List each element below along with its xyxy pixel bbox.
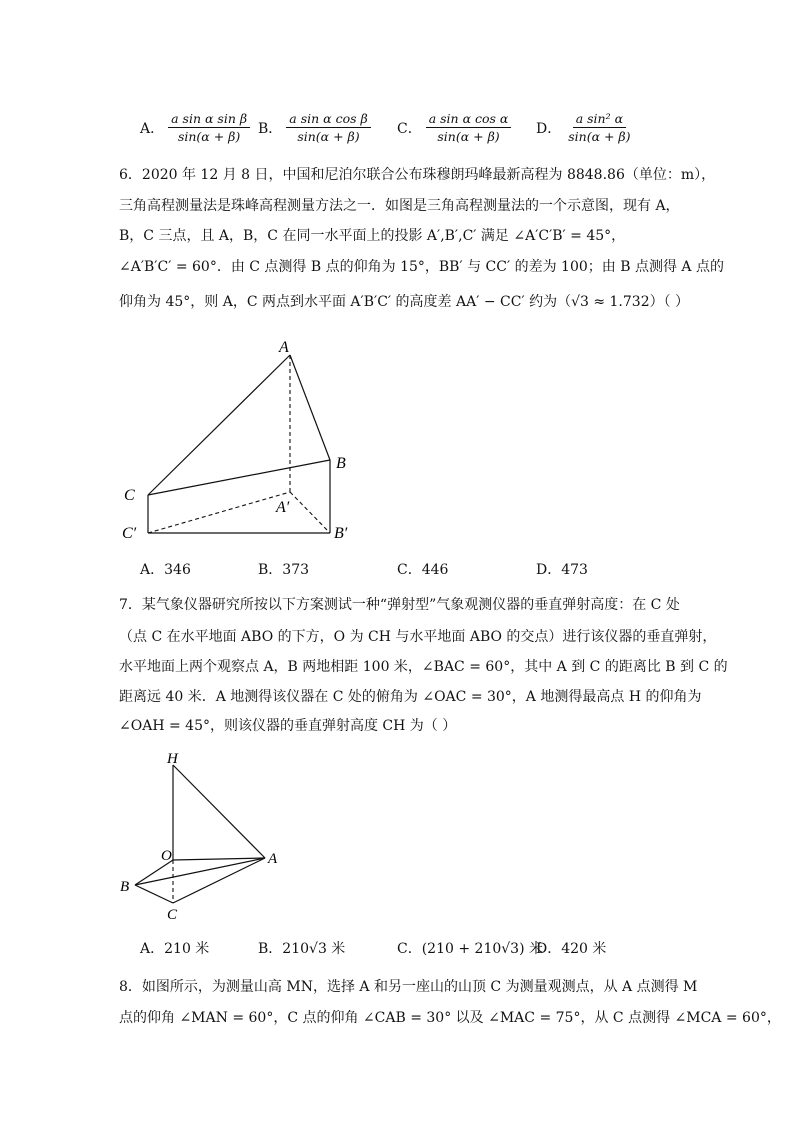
- q6-label-bprime: B′: [334, 525, 348, 542]
- q6-option-b-label: B．: [258, 562, 283, 578]
- q6-option-d-label: D．: [536, 562, 562, 578]
- q7-figure: [110, 745, 300, 930]
- q6-option-c-value: 446: [421, 562, 449, 578]
- q5-option-c-label: C．: [397, 120, 422, 137]
- q7-option-c[interactable]: [397, 939, 543, 959]
- q7-line-1: 7．某气象仪器研究所按以下方案测试一种“弹射型”气象观测仪器的垂直弹射高度：在 C 处: [119, 597, 680, 613]
- q7-option-b[interactable]: [258, 939, 345, 959]
- q5-option-b[interactable]: [258, 111, 371, 144]
- q6-option-d[interactable]: [536, 560, 588, 580]
- q7-option-b-label: B．: [258, 941, 283, 957]
- q7-option-d-label: D．: [536, 941, 562, 957]
- q7-edge-b-c: [135, 885, 173, 903]
- q5-option-a-label: A．: [140, 120, 165, 137]
- q6-edge-aprime-bprime: [290, 492, 330, 533]
- q6-label-a: A: [279, 339, 289, 356]
- q6-label-aprime: A′: [276, 499, 290, 516]
- q5-option-c-numerator: a sin α cos α: [426, 111, 512, 128]
- q7-option-a-label: A．: [140, 941, 165, 957]
- q6-option-a-value: 346: [164, 562, 191, 578]
- q7-line-3: 水平地面上两个观察点 A，B 两地相距 100 米，∠BAC = 60°，其中 A 到 C 的距离比 B 到 C 的: [119, 659, 728, 675]
- q7-label-c: C: [167, 907, 178, 923]
- q5-option-d-fraction: [565, 111, 633, 144]
- q6-option-d-value: 473: [561, 562, 588, 578]
- q5-option-a-denominator: sin(α + β): [177, 129, 241, 144]
- q5-option-b-denominator: sin(α + β): [297, 129, 360, 144]
- q7-edge-c-a: [173, 858, 265, 903]
- q8-line-2: 点的仰角 ∠MAN = 60°，C 点的仰角 ∠CAB = 30° 以及 ∠MAC = 75°，从 C 点测得 ∠MCA = 60°，: [119, 1010, 781, 1026]
- q6-option-b[interactable]: [258, 560, 309, 580]
- q6-edge-a-c: [148, 355, 290, 495]
- q6-option-b-value: 373: [282, 562, 310, 578]
- q6-option-a[interactable]: [140, 560, 191, 580]
- q5-option-c-fraction: [426, 111, 512, 144]
- q6-edge-cprime-aprime: [148, 492, 290, 533]
- q7-option-b-value: 210√3 米: [282, 941, 346, 957]
- q5-option-d-label: D．: [536, 120, 562, 137]
- q7-option-a[interactable]: [140, 939, 209, 959]
- q7-label-b: B: [120, 879, 130, 895]
- q6-label-c: C: [124, 487, 135, 504]
- q6-option-c[interactable]: [397, 560, 448, 580]
- q5-option-a-fraction: [168, 111, 250, 144]
- q5-option-b-numerator: a sin α cos β: [286, 111, 370, 128]
- q6-figure: [110, 330, 370, 550]
- q5-option-c[interactable]: [397, 111, 511, 144]
- q7-edge-h-a: [173, 765, 265, 858]
- q6-option-a-label: A．: [140, 562, 165, 578]
- q7-option-c-value: (210 + 210√3) 米: [421, 941, 543, 957]
- q7-label-h: H: [167, 751, 178, 767]
- q7-label-o: O: [161, 848, 172, 864]
- q7-option-d[interactable]: [536, 939, 606, 959]
- q8-line-1: 8．如图所示，为测量山高 MN，选择 A 和另一座山的山顶 C 为测量观测点，从 A 点测得 M: [119, 979, 698, 995]
- q5-option-d-denominator: sin(α + β): [568, 129, 631, 144]
- q6-label-b: B: [336, 455, 346, 472]
- q6-line-1: 6．2020 年 12 月 8 日，中国和尼泊尔联合公布珠穆朗玛峰最新高程为 8848.86（单位：m），: [119, 167, 716, 183]
- q5-option-d-numerator: a sin² α: [573, 111, 626, 128]
- q7-line-2: （点 C 在水平地面 ABO 的下方，O 为 CH 与水平地面 ABO 的交点）进行该仪器的垂直弹射，: [119, 629, 717, 645]
- q6-line-5: 仰角为 45°，则 A，C 两点到水平面 A′B′C′ 的高度差 AA′ − CC′ 约为（√3 ≈ 1.732）（ ）: [119, 294, 690, 310]
- q7-label-a: A: [268, 851, 278, 867]
- q5-option-a-numerator: a sin α sin β: [168, 111, 250, 128]
- q5-option-b-label: B．: [258, 120, 283, 137]
- q7-option-a-value: 210 米: [164, 941, 210, 957]
- q6-line-3: B，C 三点，且 A，B，C 在同一水平面上的投影 A′,B′,C′ 满足 ∠A′C′B′ = 45°，: [119, 228, 626, 244]
- q5-option-d[interactable]: [536, 111, 634, 144]
- q7-line-4: 距离远 40 米．A 地测得该仪器在 C 处的俯角为 ∠OAC = 30°，A 地测得最高点 H 的仰角为: [119, 689, 702, 705]
- q6-option-c-label: C．: [397, 562, 422, 578]
- q6-line-4: ∠A′B′C′ = 60°．由 C 点测得 B 点的仰角为 15°，BB′ 与 CC′ 的差为 100；由 B 点测得 A 点的: [119, 259, 724, 275]
- q7-option-c-label: C．: [397, 941, 422, 957]
- q5-option-a[interactable]: [140, 111, 250, 144]
- q6-edge-a-b: [290, 355, 330, 460]
- q6-label-cprime: C′: [122, 525, 137, 542]
- q7-line-5: ∠OAH = 45°，则该仪器的垂直弹射高度 CH 为（ ）: [119, 718, 457, 734]
- q5-option-c-denominator: sin(α + β): [437, 129, 500, 144]
- q5-option-b-fraction: [286, 111, 370, 144]
- q6-edge-c-b: [148, 460, 330, 495]
- q6-line-2: 三角高程测量法是珠峰高程测量方法之一．如图是三角高程测量法的一个示意图，现有 A，: [119, 198, 680, 214]
- q7-option-d-value: 420 米: [561, 941, 607, 957]
- q7-edge-o-a: [173, 858, 265, 860]
